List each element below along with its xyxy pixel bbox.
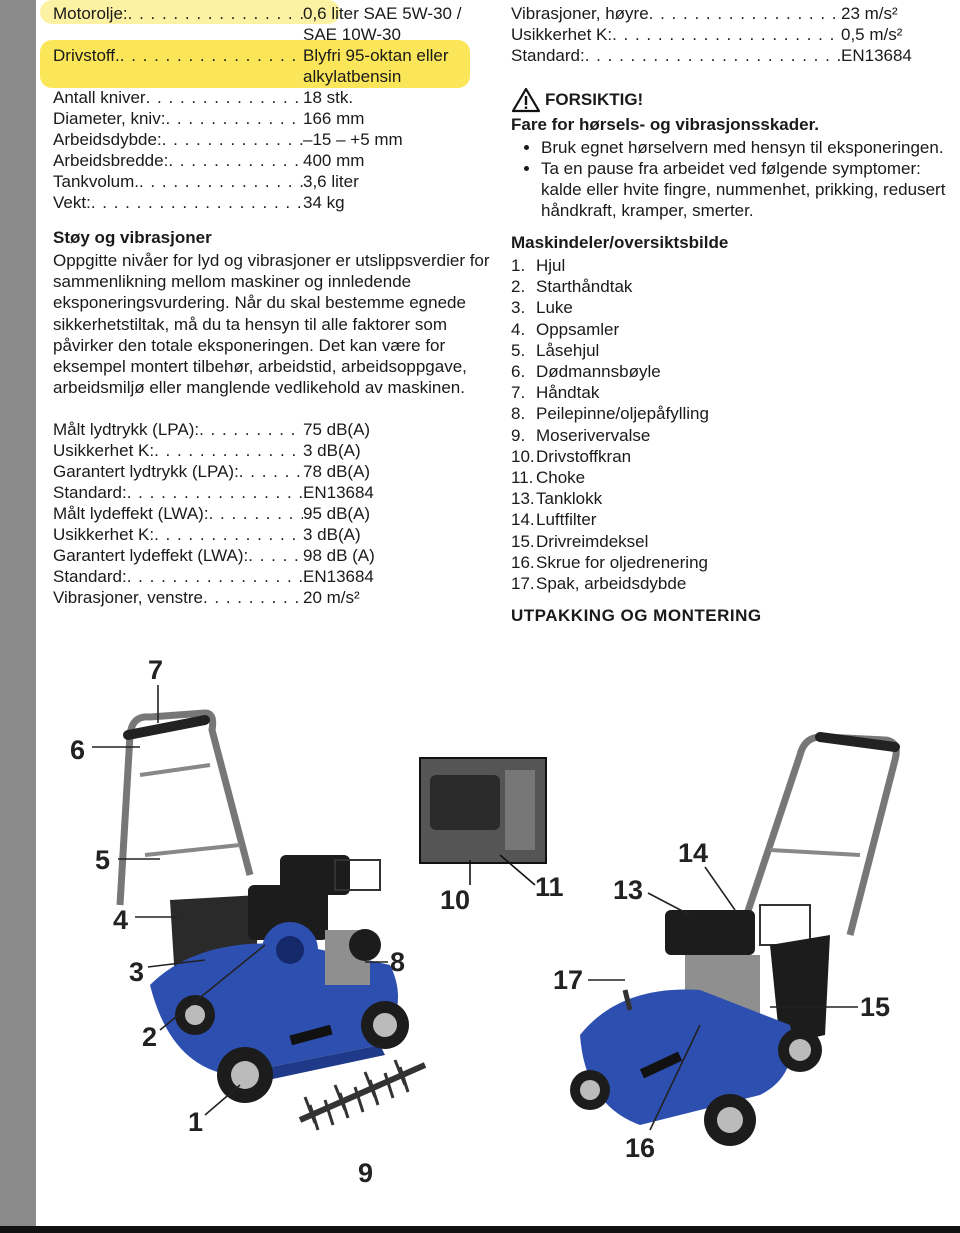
part-number: 8. xyxy=(511,404,526,424)
spec-row xyxy=(53,503,493,524)
spec-row xyxy=(53,171,493,192)
leader-dots xyxy=(128,3,303,24)
right-mower-image xyxy=(570,737,896,1146)
left-mower-image xyxy=(92,685,425,1130)
spec-label: Usikkerhet K: xyxy=(53,441,155,461)
noise-paragraph: Oppgitte nivåer for lyd og vibrasjoner er utslippsverdier for sammenlikning mellom maskiner og innledende eksponeringsvurdering. Når du skal bestemme egnede sikkerhetstiltak, må du ta hensyn til alle faktorer som påvirker den totale eksponeringen. Det kan være for eksempel montert tilbehør, arbeidstid, arbeidsoppgave, arbeidsmiljø eller manglende vedlikehold av maskinen. xyxy=(53,251,490,398)
spec-row xyxy=(53,192,493,213)
spec-row xyxy=(53,129,493,150)
callout-number: 4 xyxy=(113,905,129,935)
callout-number: 9 xyxy=(358,1158,374,1188)
spec-row xyxy=(53,45,493,66)
part-number: 17. xyxy=(511,574,535,594)
spec-label: Drivstoff. xyxy=(53,46,120,65)
part-number: 2. xyxy=(511,277,526,297)
spec-value: Blyfri 95-oktan eller xyxy=(303,46,449,65)
spec-row xyxy=(53,566,493,587)
spec-label: Standard: xyxy=(53,483,127,503)
warning-bullet: • Ta en pause fra arbeidet ved følgende symptomer: kalde eller hvite fingre, nummenhet, prikking, redusert håndkraft, kramper, smerter. xyxy=(541,158,951,221)
spec-value: EN13684 xyxy=(841,46,912,65)
leader-dots xyxy=(162,129,303,150)
page-edge xyxy=(0,1226,960,1233)
spec-label: Målt lydeffekt (LWA): xyxy=(53,504,209,524)
part-item xyxy=(511,488,951,509)
spec-label: Tankvolum. xyxy=(53,172,139,191)
warning-title xyxy=(511,87,951,113)
part-item xyxy=(511,573,951,594)
spec-label: Usikkerhet K: xyxy=(53,525,155,545)
spec-label: Vibrasjoner, venstre xyxy=(53,588,203,608)
part-number: 4. xyxy=(511,319,526,339)
part-item xyxy=(511,467,951,488)
part-item xyxy=(511,255,951,276)
part-name: Låsehjul xyxy=(536,340,600,360)
part-number: 1. xyxy=(511,256,526,275)
leader-dots xyxy=(199,419,303,440)
callout-number: 13 xyxy=(613,875,644,905)
spec-label: Garantert lydeffekt (LWA): xyxy=(53,546,249,566)
spec-value-continued: SAE 10W-30 xyxy=(303,25,401,44)
part-name: Dødmannsbøyle xyxy=(536,362,661,382)
part-name: Skrue for oljedrenering xyxy=(536,552,708,572)
part-item xyxy=(511,319,951,340)
part-name: Peilepinne/oljepåfylling xyxy=(536,404,709,424)
spec-row xyxy=(53,545,493,566)
spec-value: 34 kg xyxy=(303,193,345,212)
spec-value: 3 dB(A) xyxy=(303,441,361,461)
spec-value: EN13684 xyxy=(303,483,374,503)
product-illustration xyxy=(0,645,960,1225)
spec-label: Garantert lydtrykk (LPA): xyxy=(53,462,239,482)
leader-dots xyxy=(146,87,303,108)
spec-row xyxy=(53,150,493,171)
part-name: Moserivervalse xyxy=(536,425,651,445)
spec-row xyxy=(511,24,951,45)
spec-value: 0,5 m/s² xyxy=(841,25,903,44)
part-item xyxy=(511,340,951,361)
part-item xyxy=(511,276,951,297)
leader-dots xyxy=(139,171,303,192)
spec-value-continued: alkylatbensin xyxy=(303,67,402,86)
part-name: Choke xyxy=(536,468,586,488)
leader-dots xyxy=(127,482,303,503)
part-number: 3. xyxy=(511,298,526,318)
roller-image xyxy=(300,1060,425,1130)
right-column xyxy=(511,3,951,626)
spec-value: 18 stk. xyxy=(303,88,354,107)
part-name: Drivstoffkran xyxy=(536,446,632,466)
spec-label: Standard: xyxy=(511,46,585,65)
callout-number: 16 xyxy=(625,1133,656,1163)
part-number: 14. xyxy=(511,510,535,530)
callout-number: 15 xyxy=(860,992,891,1022)
part-item xyxy=(511,361,951,382)
leader-dots xyxy=(154,524,303,545)
spec-row xyxy=(53,524,493,545)
callout-number: 3 xyxy=(129,957,145,987)
leader-dots xyxy=(165,108,303,129)
warning-title-text: FORSIKTIG! xyxy=(545,90,644,109)
callout-number: 8 xyxy=(390,947,406,977)
part-item xyxy=(511,425,951,446)
spec-label: Diameter, kniv: xyxy=(53,109,166,128)
callout-number: 17 xyxy=(553,965,584,995)
part-item xyxy=(511,403,951,424)
spec-label: Antall kniver xyxy=(53,88,146,107)
leader-dots xyxy=(239,461,303,482)
spec-label: Arbeidsbredde: xyxy=(53,151,169,170)
part-name: Starthåndtak xyxy=(536,277,633,297)
part-number: 10. xyxy=(511,446,535,466)
callout-number: 11 xyxy=(535,872,564,902)
part-number: 15. xyxy=(511,531,535,551)
part-name: Luftfilter xyxy=(536,510,597,530)
callout-number: 2 xyxy=(142,1022,158,1052)
callout-number: 7 xyxy=(148,655,164,685)
part-number: 16. xyxy=(511,552,535,572)
leader-dots xyxy=(209,503,303,524)
part-item xyxy=(511,509,951,530)
spec-list-right xyxy=(511,3,951,66)
part-number: 7. xyxy=(511,383,526,403)
warning-list xyxy=(511,137,951,221)
spec-value: 3 dB(A) xyxy=(303,525,361,545)
leader-dots xyxy=(248,545,303,566)
spec-label: Usikkerhet K: xyxy=(511,25,613,44)
spec-value: 0,6 liter SAE 5W-30 / xyxy=(303,4,462,23)
spec-row xyxy=(53,3,493,24)
left-column xyxy=(53,3,493,608)
spec-value: 3,6 liter xyxy=(303,172,359,191)
callout-number: 14 xyxy=(678,838,709,868)
spec-value: 400 mm xyxy=(303,151,365,170)
callout-number: 6 xyxy=(70,735,86,765)
spec-label: Arbeidsdybde: xyxy=(53,130,162,149)
spec-row xyxy=(53,440,493,461)
part-name: Hjul xyxy=(536,256,566,275)
spec-row xyxy=(53,108,493,129)
warning-subtitle: Fare for hørsels- og vibrasjonsskader. xyxy=(511,115,820,134)
noise-heading: Støy og vibrasjoner xyxy=(53,228,212,247)
spec-row xyxy=(53,419,493,440)
spec-row xyxy=(53,482,493,503)
part-number: 9. xyxy=(511,425,526,445)
spec-list xyxy=(53,3,493,213)
spec-label: Standard: xyxy=(53,567,127,587)
leader-dots xyxy=(154,440,303,461)
part-name: Tanklokk xyxy=(536,489,603,509)
part-item xyxy=(511,552,951,573)
spec-row xyxy=(511,45,951,66)
part-item xyxy=(511,297,951,318)
spec-label: Vekt: xyxy=(53,193,91,212)
spec-label: Vibrasjoner, høyre xyxy=(511,4,649,23)
spec-value: 98 dB (A) xyxy=(303,546,375,566)
spec-row xyxy=(53,87,493,108)
callout-number: 1 xyxy=(188,1107,204,1137)
spec-value: 20 m/s² xyxy=(303,588,360,608)
spec-label: Målt lydtrykk (LPA): xyxy=(53,420,200,440)
part-name: Luke xyxy=(536,298,573,318)
parts-list xyxy=(511,255,951,594)
part-name: Spak, arbeidsdybde xyxy=(536,574,687,594)
part-number: 11. xyxy=(511,468,534,488)
leader-dots xyxy=(127,566,303,587)
parts-heading: Maskindeler/oversiktsbilde xyxy=(511,233,729,252)
warning-icon xyxy=(511,87,541,113)
leader-dots xyxy=(91,192,303,213)
spec-value: EN13684 xyxy=(303,567,374,587)
part-item xyxy=(511,446,951,467)
leader-dots xyxy=(120,45,303,66)
part-number: 5. xyxy=(511,340,526,360)
noise-spec-list xyxy=(53,419,493,608)
part-name: Håndtak xyxy=(536,383,600,403)
part-name: Drivreimdeksel xyxy=(536,531,649,551)
callout-number: 10 xyxy=(440,885,471,915)
spec-value: 23 m/s² xyxy=(841,4,898,23)
detail-inset xyxy=(420,758,546,885)
spec-value: –15 – +5 mm xyxy=(303,130,403,149)
part-number: 6. xyxy=(511,362,526,382)
spec-row xyxy=(511,3,951,24)
leader-dots xyxy=(168,150,303,171)
spec-value: 95 dB(A) xyxy=(303,504,371,524)
leader-dots xyxy=(585,45,841,66)
spec-value: 78 dB(A) xyxy=(303,462,371,482)
part-name: Oppsamler xyxy=(536,319,620,339)
part-number: 13. xyxy=(511,489,535,509)
spec-value: 75 dB(A) xyxy=(303,420,371,440)
leader-dots xyxy=(649,3,841,24)
section-heading: UTPAKKING OG MONTERING xyxy=(511,606,762,626)
spec-label: Motorolje: xyxy=(53,4,128,23)
spec-row xyxy=(53,461,493,482)
callout-number: 5 xyxy=(95,845,111,875)
leader-dots xyxy=(612,24,841,45)
part-item xyxy=(511,382,951,403)
spec-row xyxy=(53,587,493,608)
part-item xyxy=(511,531,951,552)
spec-value: 166 mm xyxy=(303,109,365,128)
leader-dots xyxy=(203,587,303,608)
warning-bullet: • Bruk egnet hørselvern med hensyn til eksponeringen. xyxy=(541,137,951,158)
